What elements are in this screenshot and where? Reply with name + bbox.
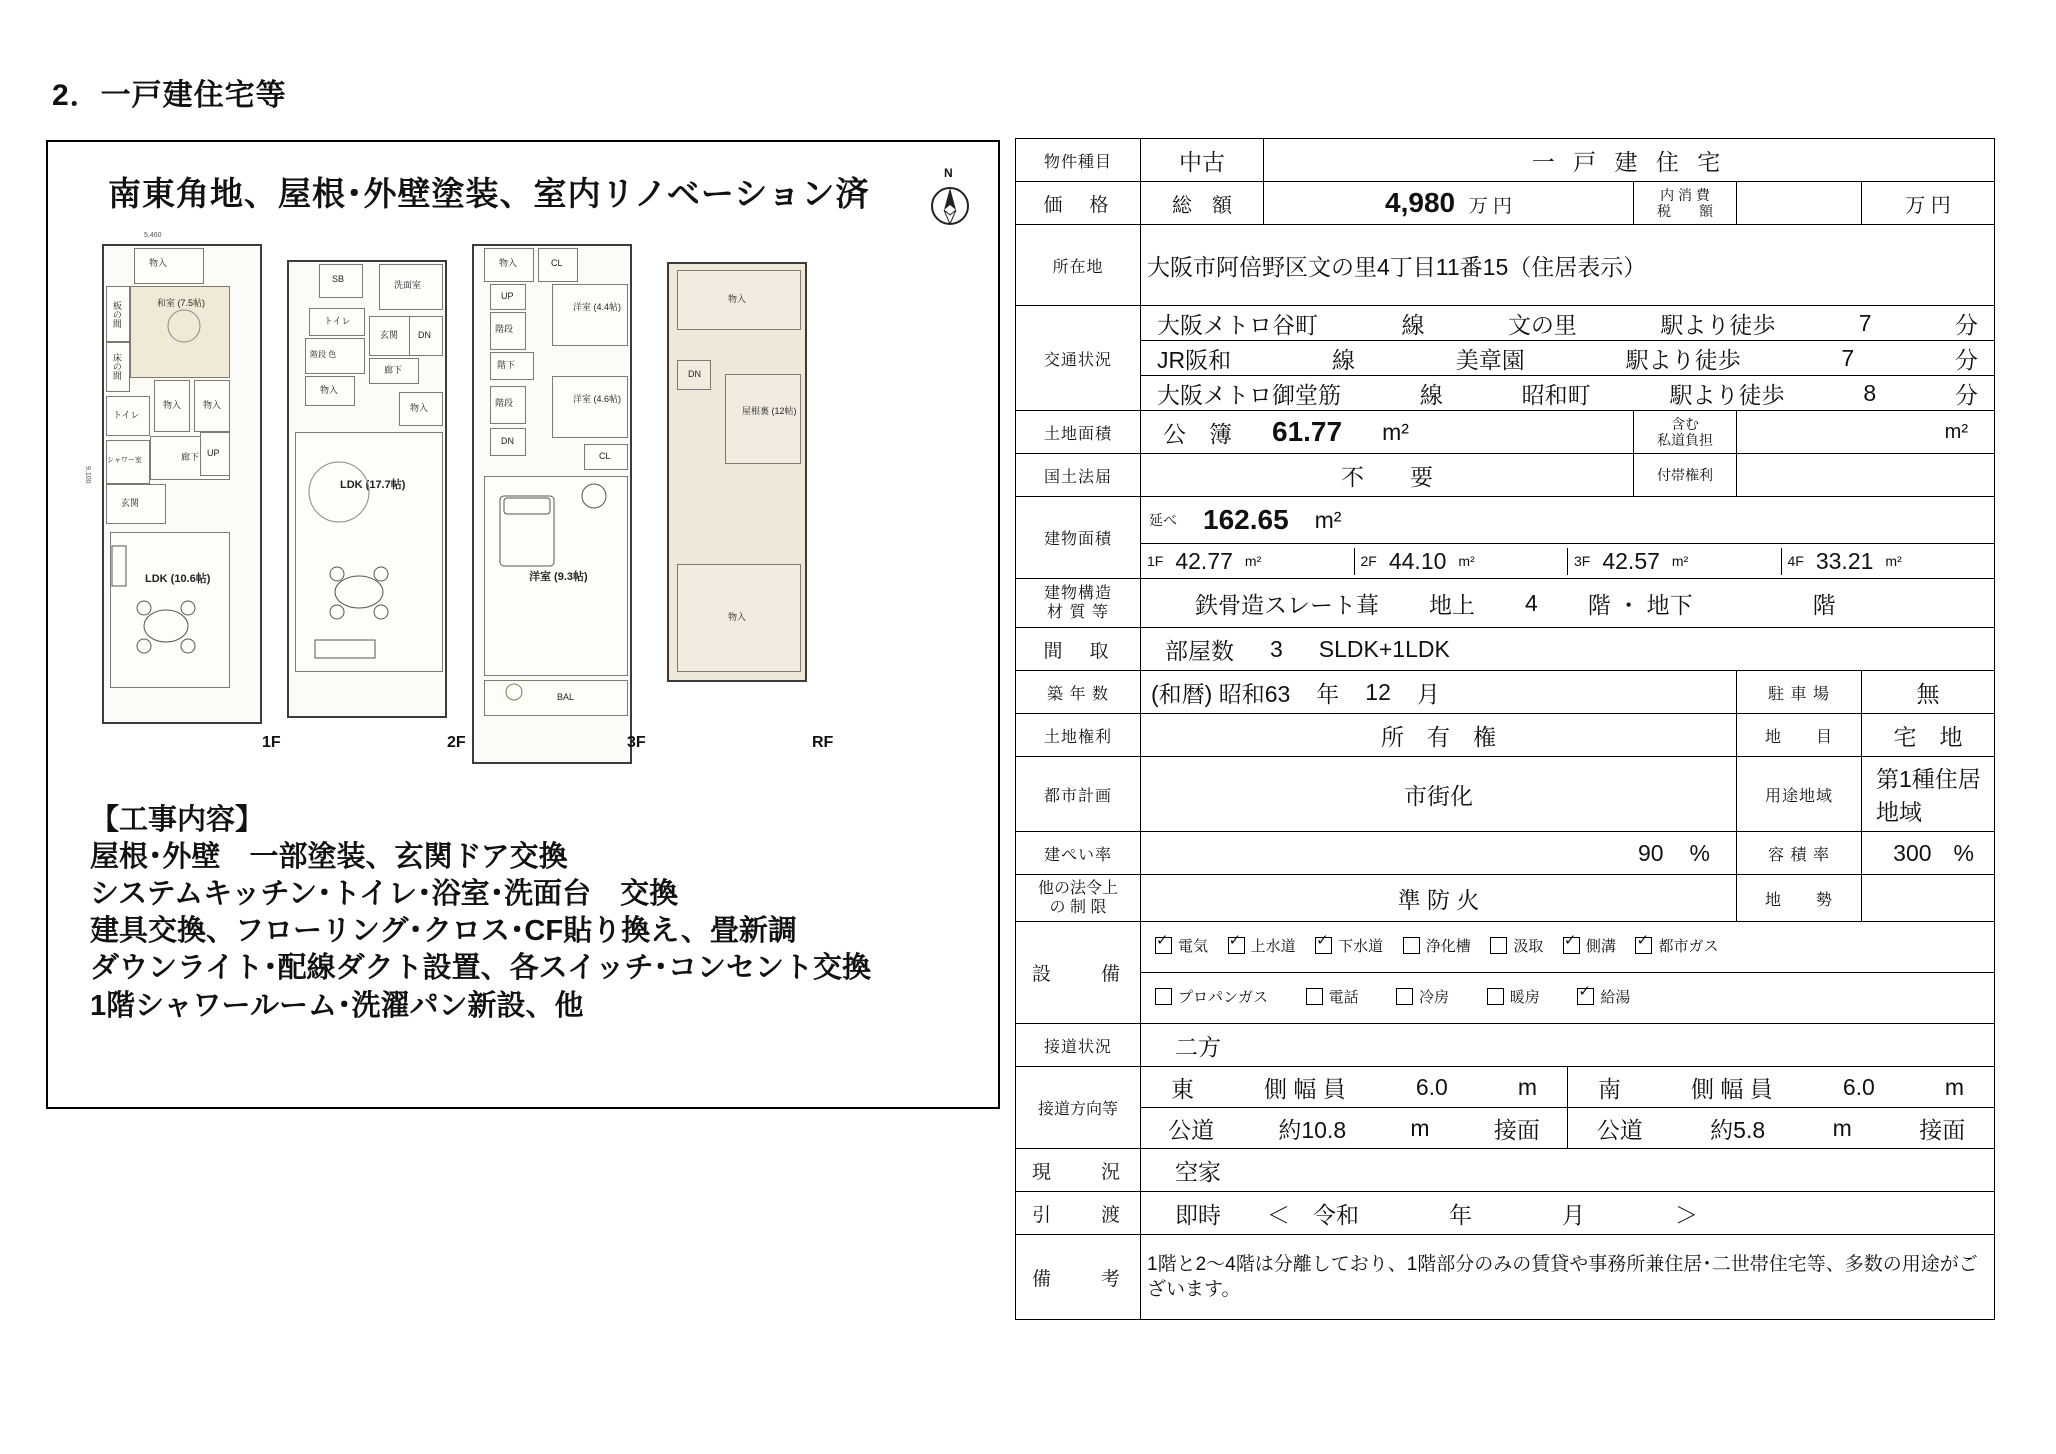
equipment-label: 冷房 [1419, 988, 1450, 1006]
room-label: LDK (17.7帖) [340, 479, 406, 491]
equipment-label: 暖房 [1509, 988, 1540, 1006]
value-price: 4,980 [1385, 187, 1456, 218]
value-kokudo: 不 要 [1141, 454, 1634, 497]
label-use-area: 用途地域 [1737, 757, 1862, 832]
table-row-transport-1 [1016, 306, 1995, 341]
room-label: 物入 [728, 294, 747, 304]
value-chimoku: 宅 地 [1862, 714, 1995, 757]
value-structure: 鉄骨造スレート葺 [1195, 591, 1379, 618]
room-label: 階下 [497, 360, 516, 370]
room-label: 物入 [728, 612, 747, 622]
floor-plan-rf [667, 262, 807, 682]
label-road-direction: 接道方向等 [1016, 1067, 1141, 1149]
transport-line-3: 大阪メトロ御堂筋 [1157, 381, 1341, 408]
label-structure-above-unit: 階 ・ 地下 [1587, 591, 1693, 618]
value-type-name: 一 戸 建 住 宅 [1264, 139, 1995, 182]
transport-station-3: 昭和町 [1521, 381, 1591, 408]
table-row-handover [1016, 1192, 1995, 1235]
label-land-area: 土地面積 [1016, 411, 1141, 454]
room-label: BAL [557, 692, 575, 702]
table-row-road-direction [1016, 1067, 1995, 1149]
value-structure-above-count: 4 [1525, 589, 1538, 616]
checkbox-icon[interactable] [1487, 988, 1504, 1005]
equipment-check-propane[interactable] [1155, 986, 1268, 1007]
label-structure-above: 地上 [1429, 591, 1475, 618]
label-land-right: 土地権利 [1016, 714, 1141, 757]
room-label: DN [418, 330, 431, 340]
road-south-width-label: 側 幅 員 [1691, 1075, 1773, 1102]
room-label: 物入 [203, 400, 222, 410]
floor-area-label-2f: 2F [1360, 553, 1377, 569]
table-row-type [1016, 139, 1995, 182]
checkbox-icon[interactable] [1635, 937, 1652, 954]
label-other-law-2: の 制 限 [1049, 899, 1107, 917]
equipment-check-sokko[interactable] [1563, 935, 1616, 956]
table-row-equipment-1 [1016, 922, 1995, 973]
floor-area-value-1f: 42.77 [1175, 547, 1233, 574]
room-label: 廊下 [181, 452, 200, 462]
equipment-label: 電気 [1178, 937, 1209, 955]
value-road-contact: 二方 [1141, 1024, 1995, 1067]
label-type: 物件種目 [1016, 139, 1141, 182]
label-chimoku: 地 目 [1737, 714, 1862, 757]
room-label: 床の間 [111, 353, 122, 380]
road-east-length-unit: m [1410, 1114, 1430, 1141]
room-label: CL [551, 258, 563, 268]
room-label: 物入 [163, 400, 182, 410]
transport-line-suffix-3: 線 [1419, 381, 1443, 408]
room-label: 階段 [495, 324, 514, 334]
page-title: 2．一戸建住宅等 [52, 79, 287, 112]
transport-walk-label-1: 駅より徒歩 [1660, 311, 1776, 338]
label-equipment: 設 備 [1016, 922, 1141, 1024]
transport-walk-label-2: 駅より徒歩 [1625, 346, 1741, 373]
road-east-width-unit: m [1517, 1073, 1537, 1100]
value-remarks: 1階と2〜4階は分離しており、1階部分のみの賃貸や事務所兼住居･二世帯住宅等、多数の用途がございます。 [1147, 1253, 1978, 1301]
floor-area-value-2f: 44.10 [1388, 547, 1447, 574]
table-row-address [1016, 225, 1995, 306]
label-parking: 駐 車 場 [1737, 671, 1862, 714]
label-layout-rooms: 部屋数 [1165, 637, 1234, 664]
value-building-total: 162.65 [1203, 504, 1289, 535]
floor-label-3f: 3F [627, 734, 646, 751]
transport-line-suffix-2: 線 [1331, 346, 1355, 373]
floor-area-unit-1f: m² [1244, 553, 1262, 569]
room-label: 玄関 [380, 330, 399, 340]
value-coverage: 90 [1637, 839, 1664, 866]
road-east-width-label: 側 幅 員 [1264, 1075, 1346, 1102]
value-layout-rooms: 3 [1270, 635, 1283, 662]
label-handover-month: 月 [1562, 1201, 1585, 1228]
floor-plan-3f [472, 244, 632, 764]
value-parking: 無 [1862, 671, 1995, 714]
equipment-check-josuido[interactable] [1228, 935, 1296, 956]
equipment-check-gesuido[interactable] [1315, 935, 1383, 956]
table-row-price [1016, 182, 1995, 225]
room-label: 廊下 [384, 365, 403, 375]
checkbox-icon[interactable] [1306, 988, 1323, 1005]
unit-far: % [1953, 839, 1974, 866]
equipment-check-danbo[interactable] [1487, 986, 1540, 1007]
table-row-kokudo [1016, 454, 1995, 497]
equipment-check-denwa[interactable] [1306, 986, 1359, 1007]
equipment-label: 電話 [1328, 988, 1359, 1006]
works-item: システムキッチン･トイレ･浴室･洗面台 交換 [90, 878, 679, 911]
floor-plan-1f: 物入 和室 (7.5帖) 板の間 床の間 トイレ 物入 物入 廊下 シャワー室 玄関 UP LDK (10.6帖) 5,460 9,100 [102, 244, 262, 724]
equipment-label: 上水道 [1250, 937, 1296, 955]
unit-price: 万 円 [1468, 196, 1512, 217]
floor-plan-drawings [72, 222, 972, 782]
land-area-kind: 公 簿 [1163, 420, 1232, 447]
floor-label-1f: 1F [262, 734, 281, 751]
transport-minutes-unit-2: 分 [1954, 346, 1978, 373]
road-south-dir: 南 [1598, 1075, 1621, 1102]
value-other-law: 準 防 火 [1141, 875, 1737, 922]
value-slope [1862, 875, 1995, 922]
road-south-kind: 公道 [1596, 1116, 1643, 1143]
checkbox-icon[interactable] [1228, 937, 1245, 954]
label-kokudo: 国土法届 [1016, 454, 1141, 497]
floor-area-label-3f: 3F [1574, 553, 1591, 569]
room-label: UP [501, 291, 514, 301]
unit-age-month: 月 [1416, 680, 1440, 707]
label-structure-2: 材 質 等 [1047, 604, 1109, 621]
label-structure-below-unit: 階 [1812, 591, 1836, 618]
value-far: 300 [1893, 839, 1932, 866]
equipment-label: 都市ガス [1658, 937, 1719, 955]
renovation-works-list [90, 802, 970, 1025]
plan-3f-furniture [474, 246, 634, 766]
label-building-area: 建物面積 [1016, 497, 1141, 579]
room-label: DN [501, 436, 514, 446]
table-row-layout [1016, 628, 1995, 671]
label-status: 現 況 [1016, 1149, 1141, 1192]
table-row-road-contact [1016, 1024, 1995, 1067]
equipment-check-kumitori[interactable] [1490, 935, 1543, 956]
value-layout: SLDK+1LDK [1318, 635, 1450, 662]
unit-age-year: 年 [1316, 680, 1340, 707]
room-label: 物入 [149, 258, 168, 268]
label-handover: 引 渡 [1016, 1192, 1141, 1235]
table-row-status [1016, 1149, 1995, 1192]
label-handover-year: 年 [1449, 1201, 1472, 1228]
room-label: 洋室 (4.6帖) [573, 394, 622, 404]
room-label: UP [207, 448, 220, 458]
room-label: 洋室 (9.3帖) [529, 571, 588, 583]
plan-1f-furniture [104, 246, 264, 726]
value-type-condition: 中古 [1141, 139, 1264, 182]
room-label: LDK (10.6帖) [145, 573, 211, 585]
value-address: 大阪市阿倍野区文の里4丁目11番15（住居表示） [1147, 253, 1647, 280]
land-area-unit: m² [1382, 418, 1409, 445]
floor-area-value-3f: 42.57 [1602, 547, 1660, 574]
label-price-total: 総 額 [1141, 182, 1264, 225]
label-coverage: 建ぺい率 [1016, 832, 1141, 875]
value-use-area: 第1種住居地域 [1862, 757, 1995, 832]
floor-area-label-4f: 4F [1787, 553, 1804, 569]
floor-area-unit-4f: m² [1885, 553, 1902, 569]
label-futai: 付帯権利 [1634, 454, 1737, 497]
plan-2f-furniture [289, 262, 449, 720]
label-structure-1: 建物構造 [1043, 584, 1112, 602]
road-east-touch: 接面 [1493, 1116, 1540, 1143]
label-price: 価 格 [1016, 182, 1141, 225]
transport-minutes-1: 7 [1858, 309, 1872, 336]
works-item: 1階シャワールーム･洗濯パン新設、他 [90, 989, 584, 1022]
equipment-check-jokaso[interactable] [1403, 935, 1471, 956]
room-label: 和室 (7.5帖) [157, 298, 206, 308]
checkbox-icon[interactable] [1577, 988, 1594, 1005]
equipment-check-denki[interactable] [1155, 935, 1208, 956]
room-label: トイレ [113, 410, 140, 420]
value-tax [1737, 182, 1862, 225]
table-row-remarks [1016, 1235, 1995, 1320]
floor-label-2f: 2F [447, 734, 466, 751]
checkbox-icon[interactable] [1490, 937, 1507, 954]
room-label: 物入 [499, 258, 518, 268]
transport-station-1: 文の里 [1507, 311, 1577, 338]
room-label: CL [599, 451, 611, 461]
label-transport: 交通状況 [1016, 306, 1141, 411]
road-south-length-unit: m [1832, 1114, 1852, 1141]
table-row-transport-3 [1016, 376, 1995, 411]
road-south-width-unit: m [1944, 1073, 1964, 1100]
floor-area-label-1f: 1F [1147, 553, 1164, 569]
label-other-law-1: 他の法令上 [1037, 880, 1118, 897]
property-spec-table [1015, 138, 1995, 1320]
equipment-check-kyuto[interactable] [1577, 986, 1630, 1007]
table-row-equipment-2 [1016, 973, 1995, 1024]
road-east-width: 6.0 [1415, 1073, 1448, 1100]
table-row-city-plan [1016, 757, 1995, 832]
room-label: トイレ [324, 316, 351, 326]
road-south-length: 約5.8 [1710, 1116, 1766, 1143]
transport-station-2: 美章園 [1455, 346, 1525, 373]
road-east-length: 約10.8 [1278, 1116, 1347, 1143]
road-south-touch: 接面 [1919, 1116, 1966, 1143]
land-area-value: 61.77 [1272, 416, 1343, 447]
equipment-label: 側溝 [1585, 937, 1616, 955]
equipment-check-reibo[interactable] [1396, 986, 1449, 1007]
value-private-road-unit: m² [1737, 411, 1995, 454]
label-address: 所在地 [1016, 225, 1141, 306]
checkbox-icon[interactable] [1403, 937, 1420, 954]
table-row-age [1016, 671, 1995, 714]
value-land-right: 所 有 権 [1141, 714, 1737, 757]
unit-coverage: % [1689, 839, 1710, 866]
value-status: 空家 [1141, 1149, 1995, 1192]
room-label: 玄関 [121, 498, 140, 508]
table-row-coverage [1016, 832, 1995, 875]
checkbox-icon[interactable] [1563, 937, 1580, 954]
equipment-label: 下水道 [1338, 937, 1384, 955]
value-handover: 即時 ＜ 令和 [1175, 1201, 1359, 1228]
equipment-label: 汲取 [1513, 937, 1544, 955]
transport-minutes-3: 8 [1863, 379, 1877, 406]
highlight-heading: 南東角地、屋根･外壁塗装、室内リノベーション済 [108, 175, 870, 212]
label-far: 容 積 率 [1737, 832, 1862, 875]
road-south-width: 6.0 [1842, 1073, 1875, 1100]
transport-walk-label-3: 駅より徒歩 [1669, 381, 1785, 408]
room-label: 板の間 [111, 301, 122, 328]
equipment-label: 浄化槽 [1425, 937, 1471, 955]
road-east-dir: 東 [1171, 1075, 1194, 1102]
room-label: シャワー室 [107, 457, 142, 464]
transport-line-suffix-1: 線 [1401, 311, 1425, 338]
label-private-road-1: 含む [1671, 415, 1699, 432]
transport-minutes-unit-3: 分 [1954, 381, 1978, 408]
room-label: DN [688, 369, 701, 379]
equipment-check-toshigas[interactable] [1635, 935, 1718, 956]
transport-minutes-unit-1: 分 [1954, 311, 1978, 338]
label-tax-1: 内 消 費 [1660, 186, 1710, 203]
checkbox-icon[interactable] [1155, 937, 1172, 954]
transport-line-2: JR阪和 [1157, 346, 1232, 373]
equipment-label: プロパンガス [1178, 988, 1269, 1006]
transport-minutes-2: 7 [1841, 344, 1855, 371]
label-building-total: 延べ [1149, 511, 1177, 528]
value-age-month: 12 [1365, 678, 1391, 705]
value-age-era: (和暦) 昭和63 [1151, 680, 1291, 707]
table-row-structure [1016, 579, 1995, 628]
label-private-road-2: 私道負担 [1657, 432, 1713, 448]
room-label: 屋根裏 (12帖) [742, 406, 797, 416]
table-row-other-law [1016, 875, 1995, 922]
table-row-land-area [1016, 411, 1995, 454]
table-row-building-area-total [1016, 497, 1995, 544]
room-label: 物入 [320, 385, 339, 395]
checkbox-icon[interactable] [1315, 937, 1332, 954]
room-label: 洗面室 [394, 280, 422, 290]
value-futai [1737, 454, 1995, 497]
transport-line-1: 大阪メトロ谷町 [1157, 311, 1318, 338]
label-age: 築 年 数 [1016, 671, 1141, 714]
checkbox-icon[interactable] [1155, 988, 1172, 1005]
room-label: 階段 色 [310, 350, 337, 359]
floor-plan-2f [287, 260, 447, 718]
equipment-label: 給湯 [1600, 988, 1631, 1006]
works-item: 建具交換、フローリング･クロス･CF貼り換え、畳新調 [90, 915, 797, 948]
label-slope: 地 勢 [1737, 875, 1862, 922]
label-layout: 間 取 [1016, 628, 1141, 671]
label-road-contact: 接道状況 [1016, 1024, 1141, 1067]
unit-building-total: m² [1314, 506, 1342, 533]
compass-north-label: N [944, 166, 953, 180]
value-city-plan: 市街化 [1141, 757, 1737, 832]
floor-area-value-4f: 33.21 [1815, 547, 1874, 574]
property-highlight-panel [46, 140, 1000, 1109]
label-tax-2: 税 額 [1657, 203, 1713, 219]
floor-area-unit-3f: m² [1671, 553, 1689, 569]
room-label: 物入 [410, 403, 429, 413]
table-row-land-right [1016, 714, 1995, 757]
road-east-kind: 公道 [1168, 1116, 1215, 1143]
room-label: SB [332, 274, 345, 284]
works-title: 【工事内容】 [90, 804, 265, 836]
checkbox-icon[interactable] [1396, 988, 1413, 1005]
floor-label-rf: RF [812, 734, 834, 751]
table-row-building-area-floors [1016, 544, 1995, 579]
label-city-plan: 都市計画 [1016, 757, 1141, 832]
label-remarks: 備 考 [1016, 1235, 1141, 1320]
label-handover-close: ＞ [1675, 1201, 1698, 1228]
unit-tax: 万 円 [1862, 182, 1995, 225]
room-label: 洋室 (4.4帖) [573, 302, 622, 312]
table-row-transport-2 [1016, 341, 1995, 376]
room-label: 階段 [495, 398, 514, 408]
works-item: ダウンライト･配線ダクト設置、各スイッチ･コンセント交換 [90, 952, 871, 985]
works-item: 屋根･外壁 一部塗装、玄関ドア交換 [90, 841, 568, 874]
floor-area-unit-2f: m² [1458, 553, 1475, 569]
